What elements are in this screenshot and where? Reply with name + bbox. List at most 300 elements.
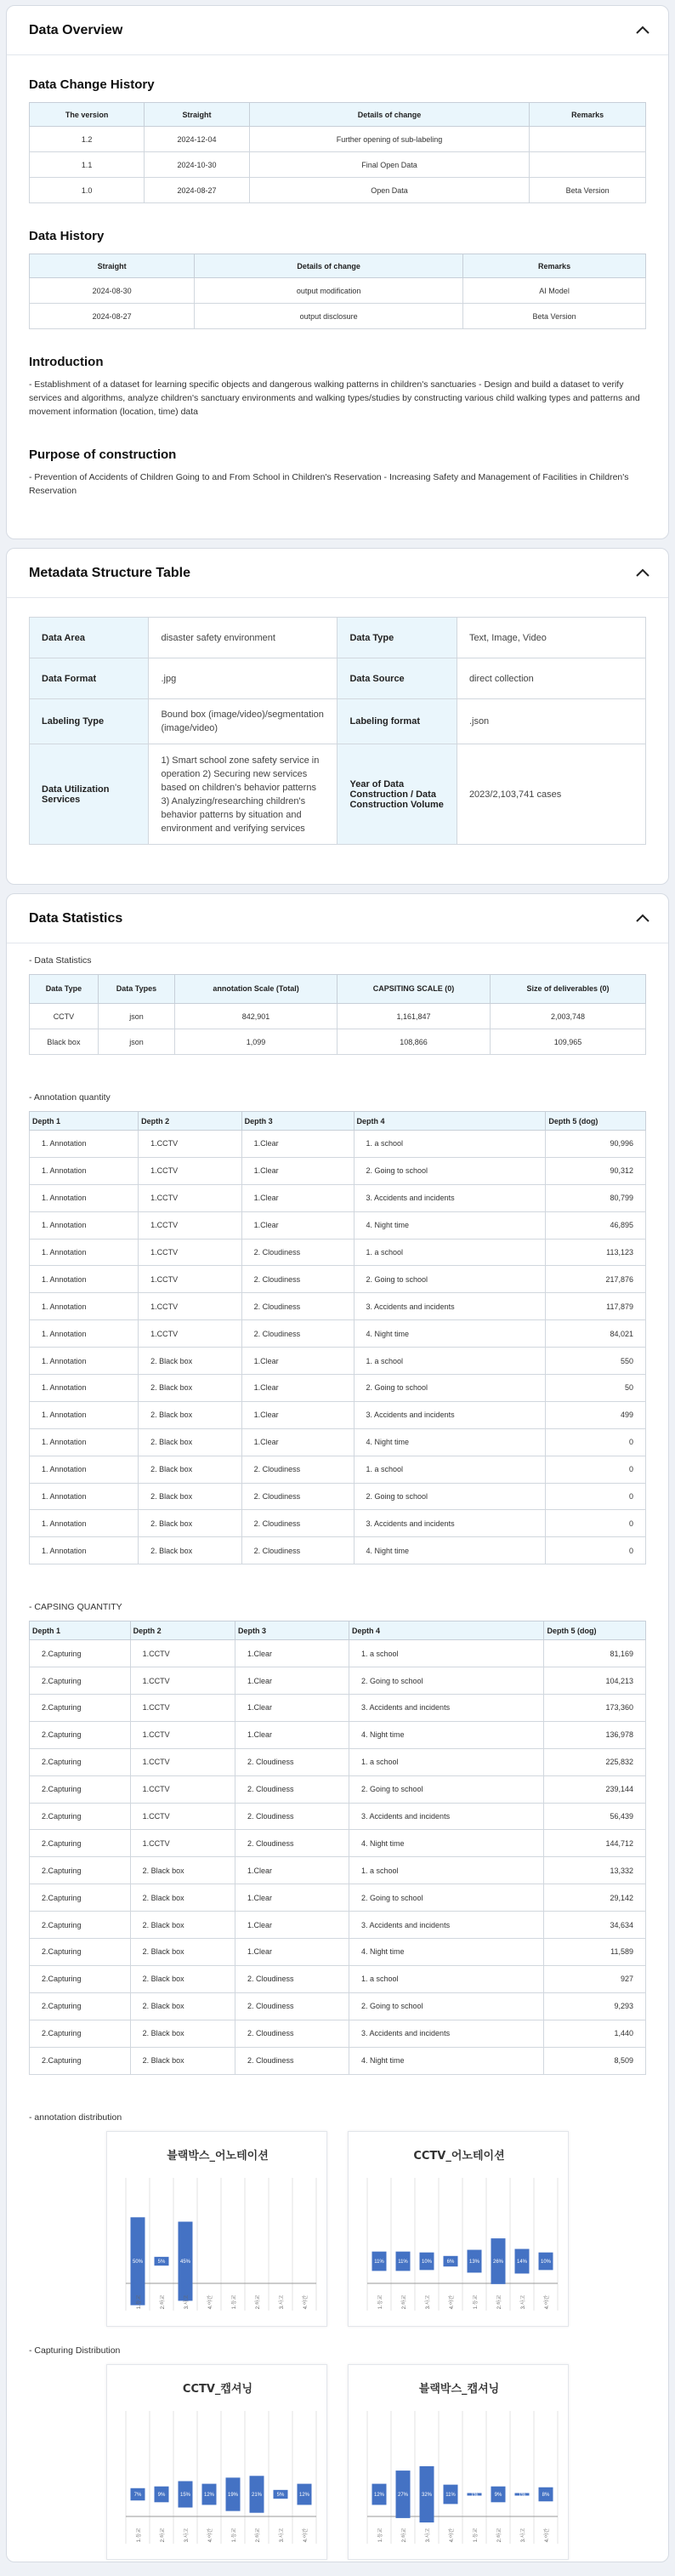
table-cell: Black box (30, 1029, 99, 1055)
metadata-value: Bound box (image/video)/segmentation (image/video) (149, 699, 338, 744)
category-label: 3.사고 (521, 2294, 526, 2309)
change-history-title: Data Change History (29, 77, 155, 92)
data-label: 12% (203, 2492, 215, 2498)
table-cell: 50 (546, 1375, 646, 1402)
section-title: Data Overview (29, 22, 123, 37)
table-cell: 2. Cloudiness (235, 1775, 349, 1803)
table-cell: 1. Annotation (30, 1184, 139, 1211)
column-header: Depth 2 (130, 1621, 235, 1640)
table-cell: 2024-08-27 (145, 178, 249, 203)
table-cell: 80,799 (546, 1184, 646, 1211)
statistics-label: - Data Statistics (29, 955, 92, 966)
table-cell: 1.Clear (241, 1211, 354, 1239)
data-overview-header[interactable] (7, 6, 668, 55)
table-cell: 2. Cloudiness (241, 1320, 354, 1348)
table-cell: 239,144 (544, 1775, 646, 1803)
table-cell: 1.CCTV (139, 1320, 241, 1348)
column-header: Depth 5 (dog) (544, 1621, 646, 1640)
table-cell: 1.Clear (235, 1721, 349, 1748)
table-cell: 2.Capturing (30, 1912, 131, 1939)
table-cell: 2.Capturing (30, 1830, 131, 1857)
table-cell: Beta Version (530, 178, 646, 203)
table-cell: 1.Clear (235, 1884, 349, 1912)
data-label: 32% (421, 2492, 433, 2498)
table-cell: 1.CCTV (139, 1157, 241, 1184)
table-cell: 1.CCTV (130, 1830, 235, 1857)
table-cell: 2. Going to school (349, 1992, 544, 2020)
table-cell: 1. Annotation (30, 1239, 139, 1266)
table-cell: 1.CCTV (130, 1640, 235, 1667)
table-row (30, 1211, 646, 1239)
table-cell: 56,439 (544, 1803, 646, 1830)
section-title: Metadata Structure Table (29, 565, 190, 580)
category-label: 3.사고 (426, 2294, 431, 2309)
table-cell: 0 (546, 1483, 646, 1510)
category-label: 4.야간 (545, 2528, 550, 2542)
table-cell: 1. a school (354, 1348, 546, 1375)
table-cell: 1.Clear (241, 1348, 354, 1375)
table-row (30, 1939, 646, 1966)
table-cell: 4. Night time (349, 1830, 544, 1857)
table-cell: 1.Clear (241, 1184, 354, 1211)
table-cell: 2. Cloudiness (235, 1965, 349, 1992)
table-cell: 2.Capturing (30, 2047, 131, 2074)
table-row (30, 1456, 646, 1483)
table-cell: 1.Clear (235, 1857, 349, 1884)
table-cell: 1. Annotation (30, 1157, 139, 1184)
table-cell: 2. Going to school (349, 1884, 544, 1912)
table-row (30, 1830, 646, 1857)
purpose-title: Purpose of construction (29, 447, 177, 462)
metadata-value: 1) Smart school zone safety service in operation 2) Securing new services based on children's behavior patterns 3) Analyzing/researching children's behavior patterns by situation and environment and verifying services (149, 744, 338, 845)
table-cell: 1. Annotation (30, 1131, 139, 1158)
category-label: 1.등교 (137, 2294, 142, 2309)
column-header: Depth 4 (349, 1621, 544, 1640)
metadata-value: Text, Image, Video (457, 618, 645, 658)
category-label: 3.사고 (426, 2528, 431, 2542)
table-cell: 2. Black box (130, 1939, 235, 1966)
category-label: 2.하교 (256, 2528, 261, 2542)
table-cell: 2. Cloudiness (235, 1803, 349, 1830)
table-cell: 2. Cloudiness (241, 1239, 354, 1266)
table-cell: output disclosure (195, 304, 463, 329)
table-cell: 2. Going to school (349, 1667, 544, 1695)
table-cell: 1. Annotation (30, 1211, 139, 1239)
table-cell: 1. Annotation (30, 1348, 139, 1375)
table-cell: 2.Capturing (30, 1695, 131, 1722)
table-row (30, 1775, 646, 1803)
chevron-up-icon[interactable] (634, 22, 651, 39)
table-cell: AI Model (463, 278, 646, 304)
category-label: 4.야간 (303, 2528, 309, 2542)
metadata-key: Labeling format (338, 699, 457, 744)
table-cell: 4. Night time (354, 1320, 546, 1348)
table-cell: 1.Clear (235, 1695, 349, 1722)
metadata-key: Year of Data Construction / Data Construction Volume (338, 744, 457, 845)
table-row (30, 1375, 646, 1402)
table-cell: 2. Going to school (354, 1375, 546, 1402)
table-cell: 144,712 (544, 1830, 646, 1857)
section-title: Data Statistics (29, 910, 123, 926)
table-cell: 1.Clear (235, 1667, 349, 1695)
table-cell: 2. Going to school (354, 1266, 546, 1293)
category-label: 2.하교 (161, 2528, 166, 2542)
chart-cctv-annotation (348, 2131, 569, 2327)
metadata-row (30, 744, 646, 845)
table-cell: 29,142 (544, 1884, 646, 1912)
table-cell: 2,003,748 (491, 1004, 646, 1029)
table-cell: 2. Black box (139, 1348, 241, 1375)
data-label: 10% (421, 2259, 433, 2265)
table-cell: 2. Cloudiness (241, 1483, 354, 1510)
data-label: 7% (133, 2492, 142, 2498)
column-header: Depth 3 (241, 1112, 354, 1131)
column-header: Remarks (530, 103, 646, 127)
table-cell: 3. Accidents and incidents (349, 1912, 544, 1939)
table-row (30, 1640, 646, 1667)
table-cell: 0 (546, 1456, 646, 1483)
data-label: 8% (542, 2492, 550, 2498)
table-cell: 2. Black box (130, 1857, 235, 1884)
table-cell: 225,832 (544, 1748, 646, 1775)
table-row (30, 152, 646, 178)
table-row (30, 127, 646, 152)
data-label: 11% (374, 2259, 384, 2265)
annotation-quantity-label: - Annotation quantity (29, 1092, 111, 1103)
table-cell: 1. a school (354, 1131, 546, 1158)
chevron-up-icon[interactable] (634, 565, 651, 582)
column-header: Straight (145, 103, 249, 127)
table-cell: 1. Annotation (30, 1320, 139, 1348)
introduction-title: Introduction (29, 355, 104, 369)
table-cell: 0 (546, 1537, 646, 1564)
category-label: 2.하교 (256, 2294, 261, 2309)
table-cell: 2024-08-30 (30, 278, 195, 304)
table-row (30, 1884, 646, 1912)
metadata-key: Labeling Type (30, 699, 149, 744)
table-cell: 1.CCTV (139, 1293, 241, 1320)
table-cell: 2.Capturing (30, 1748, 131, 1775)
table-cell: 1. Annotation (30, 1375, 139, 1402)
table-cell: 2.Capturing (30, 1803, 131, 1830)
category-label: 3.사고 (280, 2528, 285, 2542)
table-cell: 46,895 (546, 1211, 646, 1239)
category-label: 1.등교 (232, 2294, 237, 2309)
table-cell: 2. Black box (139, 1375, 241, 1402)
metadata-header[interactable] (7, 549, 668, 598)
table-row (30, 178, 646, 203)
data-overview-card (6, 5, 669, 539)
table-cell: 1.CCTV (130, 1695, 235, 1722)
data-label: 45% (179, 2259, 191, 2265)
table-cell: 1.CCTV (130, 1721, 235, 1748)
table-cell: Beta Version (463, 304, 646, 329)
category-label: 4.야간 (303, 2294, 309, 2309)
table-cell: 1.Clear (241, 1428, 354, 1456)
annotation-distribution-label: - annotation distribution (29, 2112, 122, 2123)
data-label: 19% (227, 2492, 239, 2498)
table-cell: 1. a school (349, 1748, 544, 1775)
table-cell: 2. Cloudiness (235, 2020, 349, 2047)
table-cell: 2. Black box (130, 1912, 235, 1939)
table-cell: 2.Capturing (30, 1884, 131, 1912)
table-cell: 2. Black box (139, 1537, 241, 1564)
category-label: 2.하교 (161, 2294, 166, 2309)
table-cell: 2. Cloudiness (235, 1830, 349, 1857)
chevron-up-icon[interactable] (634, 910, 651, 927)
table-cell: 0 (546, 1428, 646, 1456)
table-cell: 1. Annotation (30, 1537, 139, 1564)
table-cell: 4. Night time (354, 1428, 546, 1456)
table-cell: 1.CCTV (139, 1239, 241, 1266)
data-label: 12% (298, 2492, 310, 2498)
table-cell: 1. a school (349, 1965, 544, 1992)
table-cell: 1.Clear (241, 1375, 354, 1402)
table-cell: 1.Clear (235, 1640, 349, 1667)
column-header: Details of change (249, 103, 530, 127)
table-row (30, 1320, 646, 1348)
metadata-card (6, 548, 669, 885)
table-row (30, 1803, 646, 1830)
table-row (30, 1293, 646, 1320)
introduction-text: - Establishment of a dataset for learning specific objects and dangerous walking patterns in children's sanctuaries - Design and build a dataset to verify services and algorithms, analyze children's sanctuary environments and walking types/studies by constructing various child walking types and patterns and movement information (location, time) data (29, 379, 640, 417)
metadata-value: 2023/2,103,741 cases (457, 744, 645, 845)
metadata-key: Data Format (30, 658, 149, 699)
table-cell: 108,866 (338, 1029, 491, 1055)
table-cell: 2. Going to school (354, 1157, 546, 1184)
table-cell: 1.Clear (241, 1131, 354, 1158)
data-label: 15% (179, 2492, 191, 2498)
table-cell: 2. Black box (130, 1884, 235, 1912)
table-cell: 1. Annotation (30, 1293, 139, 1320)
table-cell: CCTV (30, 1004, 99, 1029)
category-label: 1.등교 (474, 2294, 479, 2309)
data-label: 21% (251, 2492, 263, 2498)
table-cell: 2.Capturing (30, 1965, 131, 1992)
table-cell: 1. Annotation (30, 1510, 139, 1537)
table-cell: 1.CCTV (130, 1775, 235, 1803)
table-cell: json (98, 1029, 174, 1055)
table-cell: Further opening of sub-labeling (249, 127, 530, 152)
table-cell: 2024-12-04 (145, 127, 249, 152)
data-label: 11% (445, 2492, 456, 2498)
chart-svg (349, 2365, 570, 2561)
table-cell: 3. Accidents and incidents (349, 2020, 544, 2047)
data-label: 11% (398, 2259, 408, 2265)
table-cell: 13,332 (544, 1857, 646, 1884)
table-row (30, 1029, 646, 1055)
chart-cctv-capturing (106, 2364, 327, 2560)
table-cell: 4. Night time (354, 1537, 546, 1564)
table-cell: 90,312 (546, 1157, 646, 1184)
data-label: 5% (157, 2259, 166, 2265)
table-row (30, 2047, 646, 2074)
table-cell: 2. Cloudiness (241, 1293, 354, 1320)
metadata-key: Data Utilization Services (30, 744, 149, 845)
category-label: 1.등교 (232, 2528, 237, 2542)
table-cell: 1. Annotation (30, 1266, 139, 1293)
table-row (30, 1239, 646, 1266)
table-row (30, 1483, 646, 1510)
table-cell: 90,996 (546, 1131, 646, 1158)
table-cell: 4. Night time (349, 2047, 544, 2074)
table-cell: 2. Cloudiness (235, 1748, 349, 1775)
table-cell: 2. Going to school (349, 1775, 544, 1803)
category-label: 4.야간 (450, 2294, 455, 2309)
table-row (30, 1912, 646, 1939)
table-row (30, 1266, 646, 1293)
data-history-table (29, 254, 646, 329)
purpose-text: - Prevention of Accidents of Children Going to and From School in Children's Reservation - Increasing Safety and Management of Facilities in Children's Reservation (29, 472, 629, 496)
annotation-charts (29, 2131, 646, 2327)
table-cell: 2. Black box (139, 1510, 241, 1537)
table-cell: 2.Capturing (30, 1721, 131, 1748)
table-cell: 1.Clear (241, 1157, 354, 1184)
table-cell: 0 (546, 1510, 646, 1537)
table-cell: 842,901 (175, 1004, 338, 1029)
metadata-key: Data Type (338, 618, 457, 658)
column-header: Data Types (98, 975, 174, 1004)
metadata-row (30, 658, 646, 699)
column-header: Remarks (463, 254, 646, 278)
capsing-quantity-label: - CAPSING QUANTITY (29, 1602, 122, 1613)
table-cell: 3. Accidents and incidents (354, 1184, 546, 1211)
table-cell: 2.Capturing (30, 1667, 131, 1695)
table-cell: 8,509 (544, 2047, 646, 2074)
table-cell: 1.Clear (235, 1912, 349, 1939)
table-cell: 2. Black box (130, 2047, 235, 2074)
table-cell: 1.1 (30, 152, 145, 178)
table-cell: 1. Annotation (30, 1401, 139, 1428)
category-label: 4.야간 (545, 2294, 550, 2309)
table-row (30, 1401, 646, 1428)
table-cell: 1.CCTV (139, 1266, 241, 1293)
column-header: Depth 3 (235, 1621, 349, 1640)
category-label: 1.등교 (378, 2294, 383, 2309)
table-cell: 173,360 (544, 1695, 646, 1722)
category-label: 2.하교 (402, 2528, 407, 2542)
table-cell: 2. Cloudiness (241, 1537, 354, 1564)
chart-title: 블랙박스_캡셔닝 (418, 2382, 500, 2396)
table-cell: 1. Annotation (30, 1428, 139, 1456)
column-header: Depth 1 (30, 1621, 131, 1640)
table-cell: 2. Cloudiness (235, 2047, 349, 2074)
table-cell: 1.CCTV (130, 1803, 235, 1830)
table-cell: 499 (546, 1401, 646, 1428)
data-label: 9% (494, 2492, 502, 2498)
table-row (30, 1992, 646, 2020)
table-cell: 2.Capturing (30, 1939, 131, 1966)
table-cell: 104,213 (544, 1667, 646, 1695)
table-cell: 2.Capturing (30, 1992, 131, 2020)
table-cell: Open Data (249, 178, 530, 203)
column-header: Depth 5 (dog) (546, 1112, 646, 1131)
category-label: 2.하교 (497, 2528, 502, 2542)
table-cell: 4. Night time (354, 1211, 546, 1239)
chart-svg (349, 2132, 570, 2328)
table-cell: 3. Accidents and incidents (349, 1803, 544, 1830)
metadata-key: Data Source (338, 658, 457, 699)
change-history-table (29, 102, 646, 203)
column-header: Straight (30, 254, 195, 278)
data-label: 50% (132, 2259, 144, 2265)
table-cell: 2. Cloudiness (241, 1510, 354, 1537)
chart-svg (107, 2132, 328, 2328)
table-cell: 2. Black box (139, 1401, 241, 1428)
table-cell: json (98, 1004, 174, 1029)
table-cell: Final Open Data (249, 152, 530, 178)
table-row (30, 1695, 646, 1722)
table-cell: 2. Black box (139, 1483, 241, 1510)
column-header: Depth 2 (139, 1112, 241, 1131)
table-cell: 2. Cloudiness (241, 1456, 354, 1483)
table-row (30, 1721, 646, 1748)
table-cell: 81,169 (544, 1640, 646, 1667)
table-cell: 1.Clear (235, 1939, 349, 1966)
table-cell: 1. Annotation (30, 1483, 139, 1510)
table-cell: 2024-08-27 (30, 304, 195, 329)
capturing-distribution-label: - Capturing Distribution (29, 2345, 121, 2356)
statistics-table (29, 974, 646, 1055)
table-row (30, 278, 646, 304)
table-row (30, 2020, 646, 2047)
data-label: 10% (540, 2259, 552, 2265)
category-label: 3.사고 (184, 2294, 190, 2309)
table-cell: 2024-10-30 (145, 152, 249, 178)
data-label: 27% (397, 2492, 409, 2498)
table-row (30, 1857, 646, 1884)
table-row (30, 1131, 646, 1158)
table-row (30, 1157, 646, 1184)
table-cell: 2.Capturing (30, 2020, 131, 2047)
table-row (30, 1965, 646, 1992)
column-header: Depth 4 (354, 1112, 546, 1131)
table-cell (530, 127, 646, 152)
column-header: annotation Scale (Total) (175, 975, 338, 1004)
chart-title: 블랙박스_어노테이션 (167, 2149, 269, 2163)
table-cell (530, 152, 646, 178)
table-cell: 2.Capturing (30, 1640, 131, 1667)
table-row (30, 1667, 646, 1695)
table-cell: 3. Accidents and incidents (354, 1401, 546, 1428)
table-row (30, 1348, 646, 1375)
table-cell: 136,978 (544, 1721, 646, 1748)
column-header: Data Type (30, 975, 99, 1004)
table-cell: 1.CCTV (130, 1748, 235, 1775)
table-cell: 84,021 (546, 1320, 646, 1348)
table-cell: 1.CCTV (139, 1211, 241, 1239)
metadata-value: disaster safety environment (149, 618, 338, 658)
category-label: 4.야간 (450, 2528, 455, 2542)
category-label: 3.사고 (184, 2528, 190, 2542)
table-cell: 117,879 (546, 1293, 646, 1320)
table-row (30, 1748, 646, 1775)
table-row (30, 1510, 646, 1537)
table-cell: 1. a school (349, 1640, 544, 1667)
metadata-value: .jpg (149, 658, 338, 699)
category-label: 3.사고 (280, 2294, 285, 2309)
table-cell: 1,161,847 (338, 1004, 491, 1029)
table-cell: 2. Cloudiness (235, 1992, 349, 2020)
table-cell: 109,965 (491, 1029, 646, 1055)
data-label: 12% (373, 2492, 385, 2498)
table-cell: 1.0 (30, 178, 145, 203)
chart-svg (107, 2365, 328, 2561)
data-statistics-header[interactable] (7, 894, 668, 943)
data-label: 26% (492, 2259, 504, 2265)
data-history-title: Data History (29, 229, 105, 243)
category-label: 4.야간 (208, 2294, 213, 2309)
